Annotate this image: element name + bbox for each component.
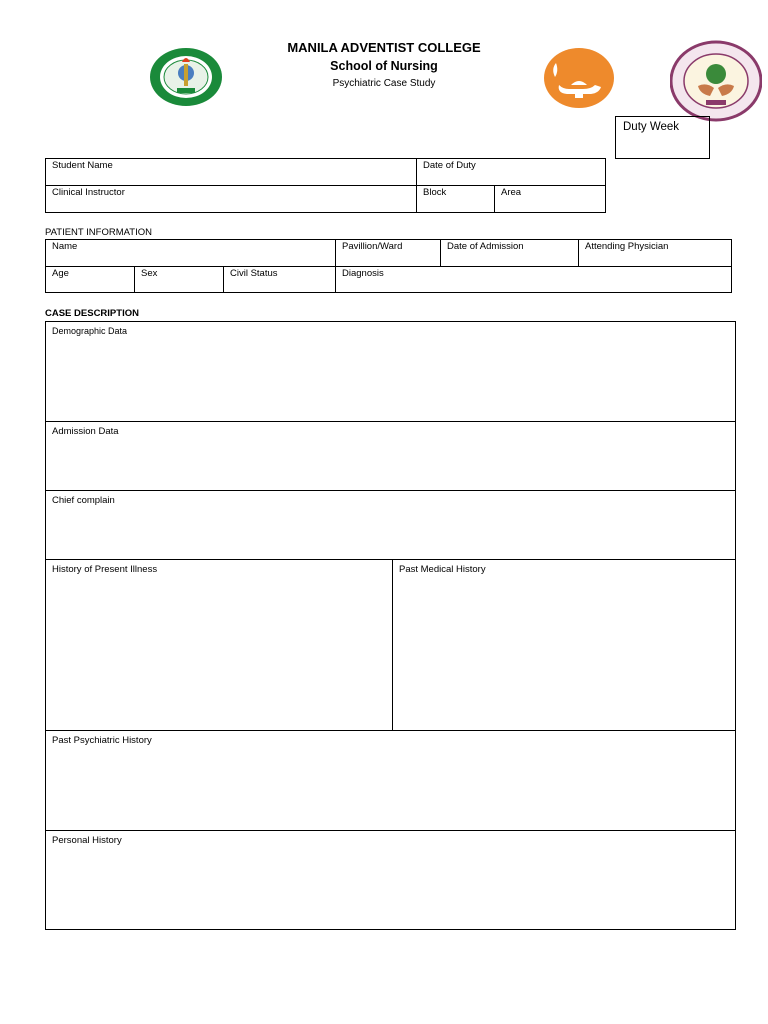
past-medical-history-label: Past Medical History — [399, 564, 486, 575]
past-medical-history-field[interactable] — [392, 559, 736, 731]
personal-history-field[interactable] — [45, 830, 736, 930]
school-name: School of Nursing — [330, 59, 438, 73]
sex-field[interactable] — [135, 267, 224, 293]
college-name: MANILA ADVENTIST COLLEGE — [287, 40, 481, 55]
age-label: Age — [52, 268, 69, 279]
civil-status-label: Civil Status — [230, 268, 278, 279]
student-name-field[interactable] — [46, 159, 417, 186]
admission-data-field[interactable] — [45, 421, 736, 491]
past-psychiatric-history-label: Past Psychiatric History — [52, 735, 152, 746]
demographic-data-field[interactable] — [45, 321, 736, 422]
age-field[interactable] — [46, 267, 135, 293]
patient-name-label: Name — [52, 241, 78, 252]
block-field[interactable] — [417, 186, 495, 213]
pavillion-field[interactable] — [336, 240, 441, 267]
date-of-admission-label: Date of Admission — [447, 241, 524, 252]
duty-week-box[interactable] — [615, 116, 710, 159]
area-field[interactable] — [495, 186, 606, 213]
attending-physician-field[interactable] — [579, 240, 732, 267]
patient-info-table — [45, 239, 732, 293]
document-title: Psychiatric Case Study — [332, 78, 436, 89]
history-present-illness-label: History of Present Illness — [52, 564, 158, 575]
civil-status-field[interactable] — [224, 267, 336, 293]
chief-complain-label: Chief complain — [52, 495, 115, 506]
patient-info-heading: PATIENT INFORMATION — [45, 227, 152, 238]
diagnosis-field[interactable] — [336, 267, 732, 293]
demographic-data-label: Demographic Data — [52, 326, 128, 336]
sex-label: Sex — [141, 268, 158, 279]
date-of-duty-field[interactable] — [417, 159, 606, 186]
patient-name-field[interactable] — [46, 240, 336, 267]
case-description-heading: CASE DESCRIPTION — [45, 308, 139, 319]
history-present-illness-field[interactable] — [45, 559, 393, 731]
personal-history-label: Personal History — [52, 835, 122, 846]
student-name-label: Student Name — [52, 160, 113, 171]
duty-week-label: Duty Week — [623, 121, 680, 133]
clinical-instructor-field[interactable] — [46, 186, 417, 213]
attending-physician-label: Attending Physician — [585, 241, 669, 252]
area-label: Area — [501, 187, 522, 198]
college-seal-icon — [149, 46, 224, 108]
pavillion-label: Pavillion/Ward — [342, 241, 403, 252]
student-info-table — [45, 158, 606, 213]
date-of-duty-label: Date of Duty — [423, 160, 476, 171]
chief-complain-field[interactable] — [45, 490, 736, 560]
diagnosis-label: Diagnosis — [342, 268, 384, 279]
admission-data-label: Admission Data — [52, 426, 119, 437]
block-label: Block — [423, 187, 447, 198]
clinical-instructor-label: Clinical Instructor — [52, 187, 125, 198]
date-of-admission-field[interactable] — [441, 240, 579, 267]
past-psychiatric-history-field[interactable] — [45, 730, 736, 831]
